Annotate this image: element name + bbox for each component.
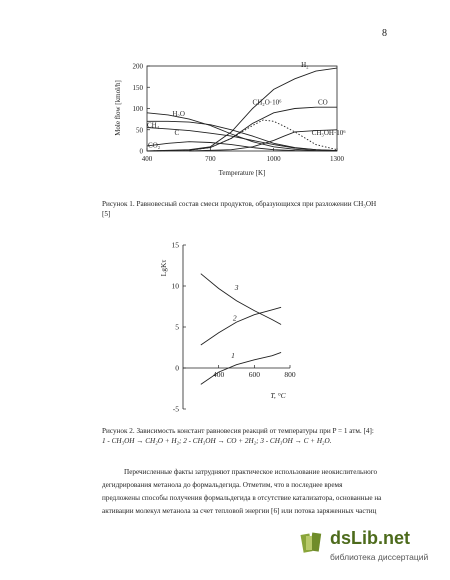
series-label: CO bbox=[318, 98, 328, 107]
page-number: 8 bbox=[382, 28, 387, 39]
body-paragraph bbox=[102, 466, 392, 518]
series-line bbox=[201, 307, 281, 345]
watermark bbox=[300, 528, 440, 572]
y-axis-label: Mole flow [kmol/h] bbox=[114, 80, 122, 136]
figure-2-caption-line2: 1 - CH₃OH → CH₂O + H₂; 2 - CH₃OH → CO + 2H₂; 3 - CH₃OH → C + H₂O. bbox=[102, 437, 332, 445]
book-logo-icon bbox=[300, 530, 326, 556]
y-tick-label: -5 bbox=[172, 404, 179, 414]
y-tick-label: 15 bbox=[171, 240, 179, 250]
series-label: 2 bbox=[232, 313, 237, 323]
series-label: CO₂ bbox=[148, 141, 161, 150]
x-tick-label: 600 bbox=[248, 370, 260, 379]
x-tick-label: 1300 bbox=[330, 155, 344, 163]
series-line bbox=[201, 274, 281, 325]
y-tick-label: 0 bbox=[139, 147, 143, 156]
figure-1-caption-line2: [5] bbox=[102, 210, 111, 218]
y-tick-label: 100 bbox=[132, 105, 143, 113]
y-tick-label: 0 bbox=[175, 363, 179, 373]
series-label: 1 bbox=[231, 351, 235, 361]
series-label: H₂O bbox=[172, 110, 185, 119]
y-tick-label: 150 bbox=[132, 83, 143, 92]
watermark-tagline: библиотека диссертаций bbox=[330, 552, 429, 562]
y-tick-label: 200 bbox=[132, 62, 143, 71]
series-label: CH₃OH·10⁶ bbox=[311, 128, 346, 137]
x-tick-label: 400 bbox=[213, 370, 225, 379]
series-label: CH₄ bbox=[147, 121, 160, 130]
paragraph-line: Перечисленные факты затрудняют практическое использование неокислительного bbox=[124, 468, 378, 476]
series-label: C bbox=[174, 128, 180, 137]
series-label: CH₂O·10⁶ bbox=[252, 98, 282, 107]
figure-1-caption-line1: Рисунок 1. Равновесный состав смеси продуктов, образующихся при разложении CH₃OH bbox=[102, 200, 377, 208]
y-axis-label: LgKτ bbox=[159, 259, 168, 277]
paragraph-line: активации молекул метанола за счет тепловой энергии [6] или потока заряженных частиц bbox=[102, 507, 377, 515]
series-label: 3 bbox=[234, 283, 239, 293]
paragraph-line: предложены способы получения формальдегида в отсутствие катализатора, основанные на bbox=[102, 494, 382, 502]
paragraph-line: дегидрирования метанола до формальдегида. Отметим, что в последнее время bbox=[102, 481, 343, 489]
y-tick-label: 10 bbox=[171, 281, 179, 291]
x-tick-label: 700 bbox=[205, 155, 216, 163]
series-line bbox=[147, 142, 337, 151]
y-tick-label: 5 bbox=[175, 322, 179, 332]
x-axis-label: T, °C bbox=[270, 391, 286, 400]
watermark-logo: dsLib.net bbox=[330, 528, 410, 548]
y-tick-label: 50 bbox=[136, 126, 143, 135]
x-tick-label: 800 bbox=[284, 370, 296, 379]
x-tick-label: 400 bbox=[141, 155, 153, 163]
series-label: H₂ bbox=[301, 60, 309, 69]
x-axis-label: Temperature [K] bbox=[218, 169, 266, 177]
figure-2-caption-line1: Рисунок 2. Зависимость констант равновесия реакций от температуры при P = 1 атм. [4]: bbox=[102, 427, 374, 435]
x-tick-label: 1000 bbox=[266, 155, 281, 163]
